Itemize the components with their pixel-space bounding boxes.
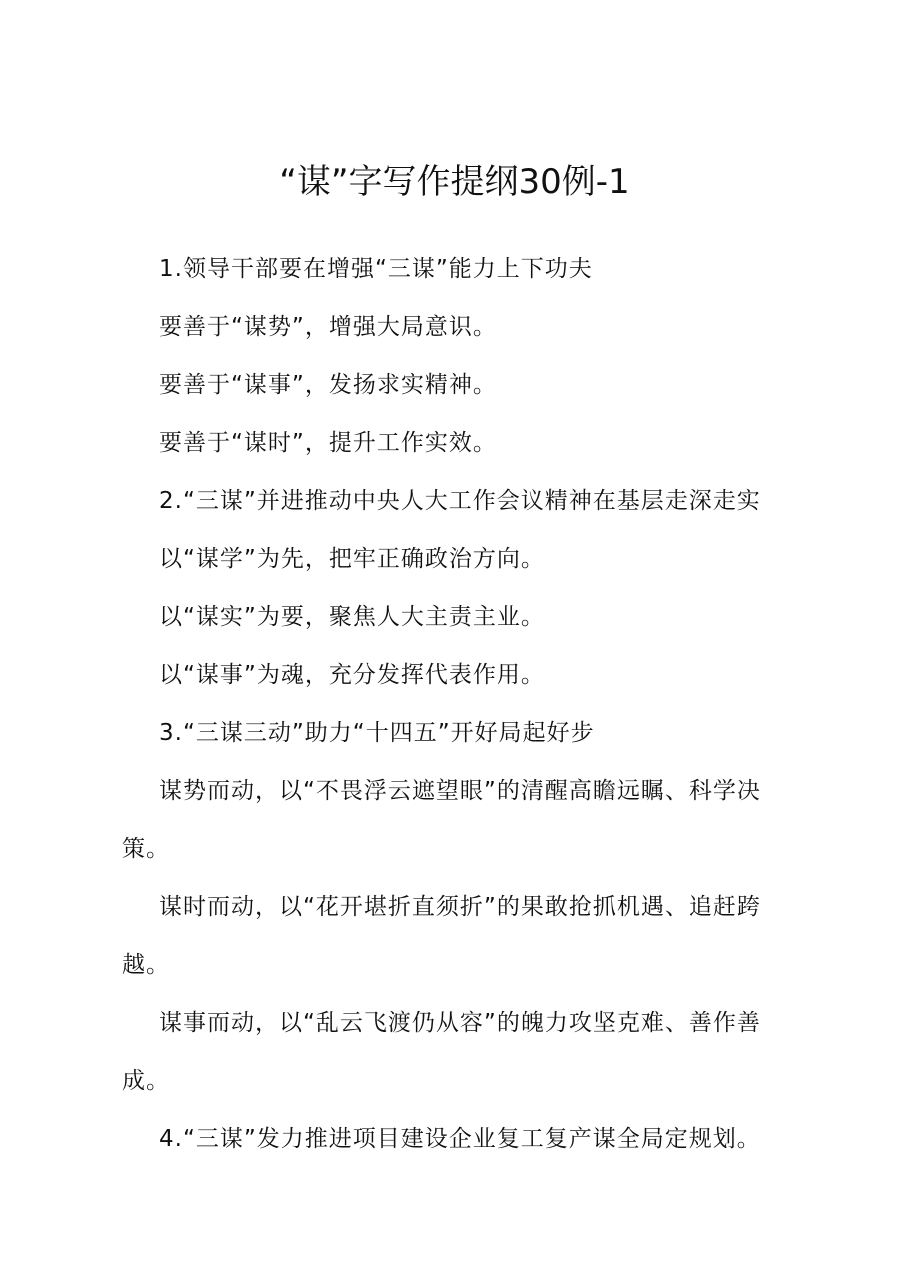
paragraph-11: 谋时而动，以“花开堪折直须折”的果敢抢抓机遇、追赶跨越。 xyxy=(122,894,761,978)
paragraph-4: 要善于“谋时”，提升工作实效。 xyxy=(159,430,497,456)
paragraph-2: 要善于“谋势”，增强大局意识。 xyxy=(159,314,497,340)
paragraph-5: 2.“三谋”并进推动中央人大工作会议精神在基层走深走实 xyxy=(159,488,761,514)
document-title: “谋”字写作提纲30例-1 xyxy=(279,162,630,202)
paragraph-8: 以“谋事”为魂，充分发挥代表作用。 xyxy=(159,662,545,688)
paragraph-13: 4.“三谋”发力推进项目建设企业复工复产谋全局定规划。 xyxy=(159,1126,761,1152)
paragraph-6: 以“谋学”为先，把牢正确政治方向。 xyxy=(159,546,545,572)
paragraph-1: 1.领导干部要在增强“三谋”能力上下功夫 xyxy=(159,256,593,282)
paragraph-3: 要善于“谋事”，发扬求实精神。 xyxy=(159,372,497,398)
paragraph-12: 谋事而动，以“乱云飞渡仍从容”的魄力攻坚克难、善作善成。 xyxy=(122,1010,761,1094)
paragraph-10: 谋势而动，以“不畏浮云遮望眼”的清醒高瞻远瞩、科学决策。 xyxy=(122,778,761,862)
paragraph-9: 3.“三谋三动”助力“十四五”开好局起好步 xyxy=(159,720,595,746)
document-body xyxy=(122,240,802,1168)
paragraph-7: 以“谋实”为要，聚焦人大主责主业。 xyxy=(159,604,545,630)
